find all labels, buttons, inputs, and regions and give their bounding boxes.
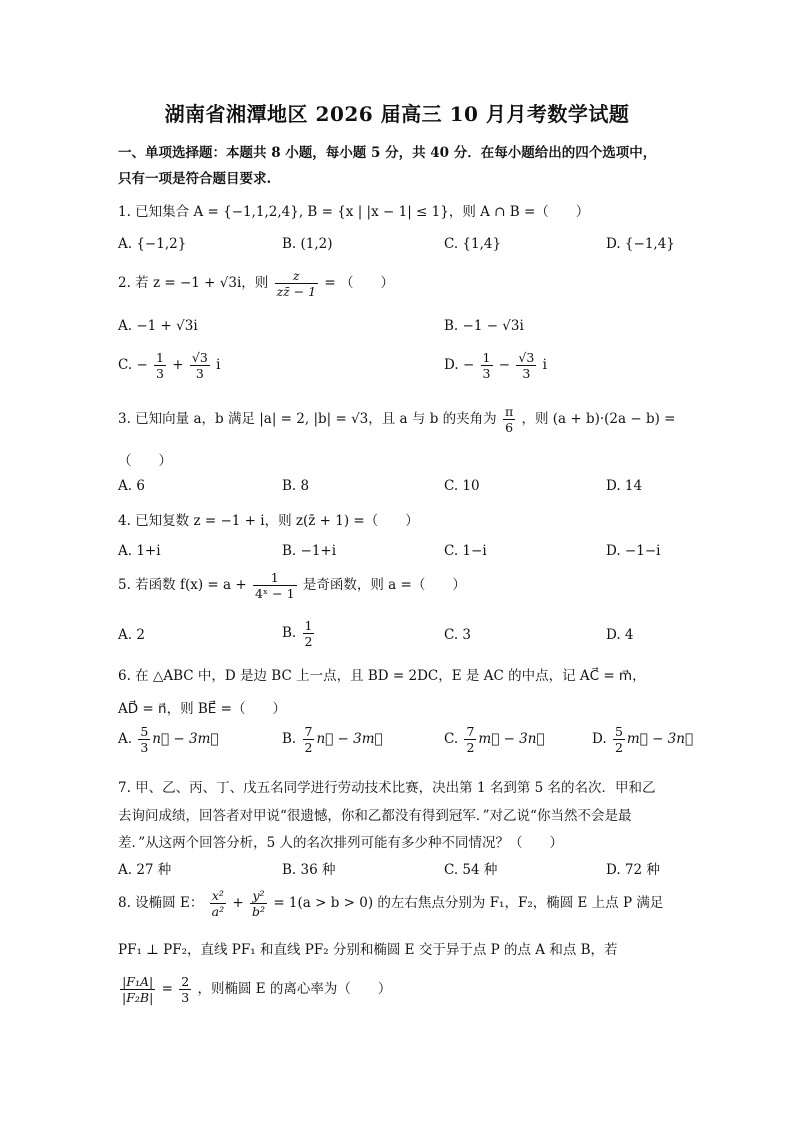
q5-stem-start: 5. 若函数 f(x) = a + bbox=[118, 577, 247, 593]
q1-option-d: D. {−1,4} bbox=[606, 236, 675, 252]
q7-option-a: A. 27 种 bbox=[118, 862, 172, 878]
q4-option-c: C. 1−i bbox=[444, 543, 487, 559]
q3-frac-den: 6 bbox=[505, 420, 514, 435]
q8-equals: = bbox=[161, 981, 173, 997]
q2-stem bbox=[118, 268, 394, 299]
q7-line1: 7. 甲、乙、丙、丁、戊五名同学进行劳动技术比赛，决出第 1 名到第 5 名的名次．甲和乙 bbox=[118, 780, 656, 796]
page-title: 湖南省湘潭地区 2026 届高三 10 月月考数学试题 bbox=[164, 102, 630, 126]
q5-b-den: 2 bbox=[304, 634, 313, 649]
q8-fx-num: x² bbox=[210, 888, 226, 904]
q6-a-label: A. bbox=[118, 731, 133, 747]
q2-stem-end: = （ ） bbox=[324, 275, 395, 291]
q8-fx-den: a² bbox=[211, 904, 225, 919]
q2-c-f1-den: 3 bbox=[156, 366, 164, 381]
q6-d-frac bbox=[613, 724, 625, 755]
q6-option-d bbox=[592, 724, 693, 755]
q2-c-f2-den: 3 bbox=[195, 366, 204, 381]
q2-d-f1-den: 3 bbox=[482, 366, 491, 381]
q2-option-c-frac1 bbox=[154, 350, 166, 381]
q2-c-f1-num: 1 bbox=[156, 350, 164, 365]
q2-c-f2-num: √3 bbox=[191, 350, 208, 365]
q2-option-c-sign: − bbox=[136, 357, 148, 373]
q8-line2: PF₁ ⊥ PF₂，直线 PF₁ 和直线 PF₂ 分别和椭圆 E 交于异于点 P 的点 A 和点 B，若 bbox=[118, 942, 618, 958]
q2-d-f1-num: 1 bbox=[482, 350, 491, 365]
q2-frac-den: zz̄ − 1 bbox=[276, 284, 317, 299]
q6-c-tail: m⃗ − 3n⃗ bbox=[478, 731, 545, 747]
q6-option-c bbox=[444, 724, 545, 755]
q2-option-d bbox=[444, 350, 547, 381]
q2-option-c-op: + bbox=[172, 357, 184, 373]
q6-b-frac bbox=[303, 724, 315, 755]
q6-b-tail: n⃗ − 3m⃗ bbox=[316, 731, 383, 747]
q6-option-b bbox=[282, 724, 383, 755]
section-heading-line2: 只有一项是符合题目要求. bbox=[118, 171, 272, 187]
q3-stem-end: ，则 (a + b)·(2a − b) = bbox=[521, 411, 676, 427]
q8-stem-start: 8. 设椭圆 E： bbox=[118, 895, 204, 911]
q6-b-num: 7 bbox=[304, 724, 313, 739]
q5-stem-end: 是奇函数，则 a =（ ） bbox=[302, 577, 466, 593]
q5-option-d: D. 4 bbox=[606, 627, 634, 643]
q3-fraction bbox=[503, 404, 515, 435]
q8-stem-end: = 1(a > b > 0) 的左右焦点分别为 F₁，F₂，椭圆 E 上点 P 满足 bbox=[273, 895, 664, 911]
q5-option-b-label: B. bbox=[282, 625, 297, 641]
q2-d-f2-den: 3 bbox=[522, 366, 531, 381]
q8-plus: + bbox=[232, 895, 244, 911]
q8-line3 bbox=[118, 974, 391, 1005]
q6-d-den: 2 bbox=[614, 740, 623, 755]
q2-frac-num: z bbox=[275, 268, 319, 284]
q7-line2: 去询问成绩，回答者对甲说“很遗憾，你和乙都没有得到冠军．”对乙说“你当然不会是最 bbox=[118, 808, 632, 824]
q2-d-f2-num: √3 bbox=[518, 350, 535, 365]
q5-option-b-frac bbox=[303, 618, 315, 649]
q7-line3: 差．”从这两个回答分析，5 人的名次排列可能有多少种不同情况？（ ） bbox=[118, 835, 564, 851]
q5-frac-num: 1 bbox=[253, 570, 297, 586]
q3-stem bbox=[118, 404, 675, 435]
q5-option-a: A. 2 bbox=[118, 627, 145, 643]
q6-c-den: 2 bbox=[466, 740, 475, 755]
q7-option-c: C. 54 种 bbox=[444, 862, 498, 878]
q2-option-d-frac2 bbox=[516, 350, 536, 381]
q6-d-num: 5 bbox=[614, 724, 623, 739]
q6-c-label: C. bbox=[444, 731, 459, 747]
q3-stem-start: 3. 已知向量 a，b 满足 |a| = 2, |b| = √3，且 a 与 b 的夹角为 bbox=[118, 411, 497, 427]
q5-b-num: 1 bbox=[304, 618, 313, 633]
q8-value-frac bbox=[179, 974, 191, 1005]
q3-option-b: B. 8 bbox=[282, 478, 310, 494]
q6-option-a bbox=[118, 724, 218, 755]
q3-option-c: C. 10 bbox=[444, 478, 480, 494]
q2-fraction bbox=[275, 268, 319, 299]
q8-value-num: 2 bbox=[181, 974, 190, 989]
q5-option-c: C. 3 bbox=[444, 627, 472, 643]
q3-option-a: A. 6 bbox=[118, 478, 145, 494]
q7-option-d: D. 72 种 bbox=[606, 862, 660, 878]
q2-option-c bbox=[118, 350, 220, 381]
q7-option-b: B. 36 种 bbox=[282, 862, 336, 878]
q8-ratio-den: |F₂B| bbox=[122, 990, 154, 1005]
q5-frac-den: 4ˣ − 1 bbox=[254, 586, 295, 601]
q8-frac-x bbox=[210, 888, 226, 919]
q4-option-b: B. −1+i bbox=[282, 543, 337, 559]
q6-a-frac bbox=[138, 724, 150, 755]
q3-frac-num: π bbox=[504, 404, 514, 419]
q5-fraction bbox=[253, 570, 297, 601]
q6-line2: AD⃗ = n⃗，则 BE⃗ =（ ） bbox=[118, 701, 286, 717]
q6-c-num: 7 bbox=[466, 724, 475, 739]
q8-stem bbox=[118, 888, 663, 919]
q2-option-a: A. −1 + √3i bbox=[118, 318, 198, 334]
q6-c-frac bbox=[464, 724, 476, 755]
q6-line1: 6. 在 △ABC 中，D 是边 BC 上一点，且 BD = 2DC，E 是 AC 的中点，记 AC⃗ = m⃗， bbox=[118, 668, 646, 684]
q8-fy-num: y² bbox=[250, 888, 267, 904]
q2-stem-start: 2. 若 z = −1 + √3i，则 bbox=[118, 275, 269, 291]
q1-option-c: C. {1,4} bbox=[444, 236, 502, 252]
q4-stem: 4. 已知复数 z = −1 + i，则 z(z̄ + 1) =（ ） bbox=[118, 513, 419, 529]
q8-ratio-num: |F₁A| bbox=[120, 974, 155, 990]
q8-fy-den: b² bbox=[252, 904, 266, 919]
q8-ratio-frac bbox=[120, 974, 155, 1005]
q4-option-a: A. 1+i bbox=[118, 543, 161, 559]
q1-option-a: A. {−1,2} bbox=[118, 236, 187, 252]
q6-b-label: B. bbox=[282, 731, 297, 747]
q6-d-tail: m⃗ − 3n⃗ bbox=[626, 731, 694, 747]
q6-b-den: 2 bbox=[304, 740, 313, 755]
q6-d-label: D. bbox=[592, 731, 607, 747]
q5-stem bbox=[118, 570, 466, 601]
q2-option-c-tail: i bbox=[216, 357, 221, 373]
q8-line3-tail: ，则椭圆 E 的离心率为（ ） bbox=[197, 981, 392, 997]
q4-option-d: D. −1−i bbox=[606, 543, 661, 559]
q8-value-den: 3 bbox=[181, 990, 190, 1005]
q2-option-b: B. −1 − √3i bbox=[444, 318, 524, 334]
q8-frac-y bbox=[250, 888, 267, 919]
q6-a-tail: n⃗ − 3m⃗ bbox=[152, 731, 219, 747]
q2-option-d-tail: i bbox=[542, 357, 547, 373]
q6-a-num: 5 bbox=[140, 724, 149, 739]
q6-a-den: 3 bbox=[140, 740, 149, 755]
q2-option-c-frac2 bbox=[190, 350, 210, 381]
q2-option-d-sign: − bbox=[462, 357, 475, 373]
q3-paren: （ ） bbox=[118, 453, 172, 469]
q2-option-d-op: − bbox=[498, 357, 511, 373]
q2-option-d-label: D. bbox=[444, 357, 459, 373]
q1-option-b: B. (1,2) bbox=[282, 236, 333, 252]
section-heading-line1: 一、单项选择题：本题共 8 小题，每小题 5 分，共 40 分．在每小题给出的四个选项中， bbox=[118, 145, 657, 161]
q3-option-d: D. 14 bbox=[606, 478, 643, 494]
q2-option-d-frac1 bbox=[481, 350, 493, 381]
q1-stem: 1. 已知集合 A = {−1,1,2,4}, B = {x | |x − 1| ≤ 1}，则 A ∩ B =（ ） bbox=[118, 204, 590, 220]
q5-option-b bbox=[282, 618, 316, 649]
q2-option-c-label: C. bbox=[118, 357, 133, 373]
